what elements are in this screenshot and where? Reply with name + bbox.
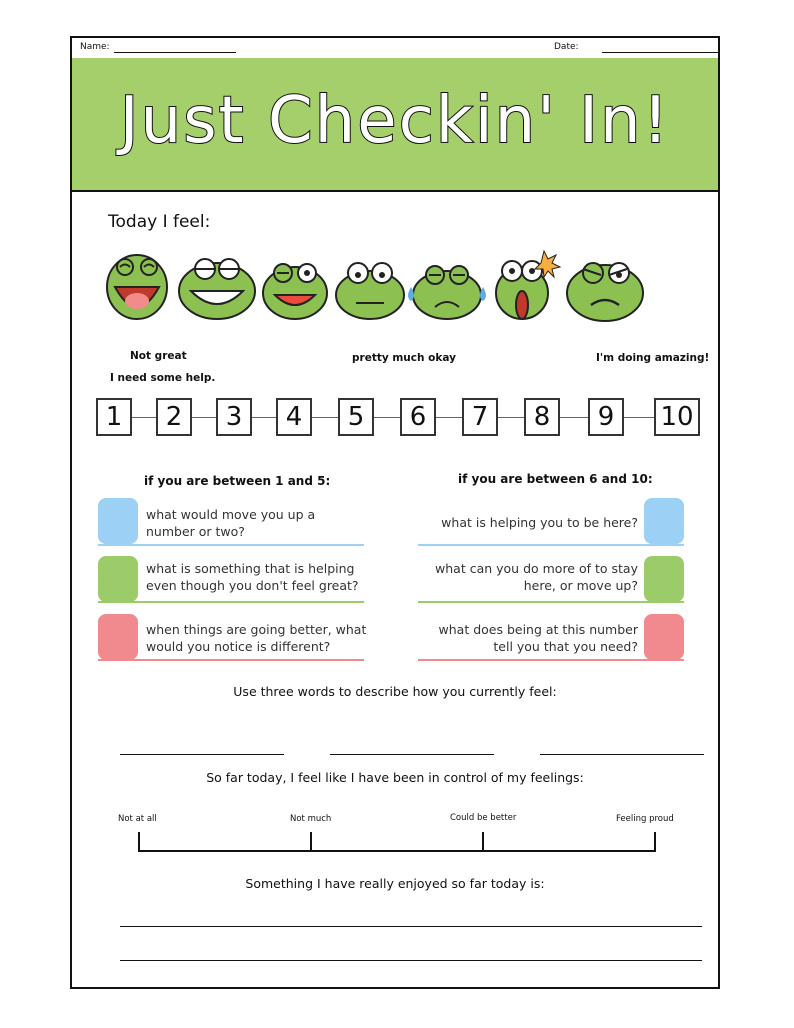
control-scale-label-1: Not at all bbox=[118, 814, 157, 824]
left-answer-line-1[interactable] bbox=[98, 544, 364, 546]
frog-grinning-icon bbox=[179, 259, 255, 319]
name-label: Name: bbox=[80, 42, 110, 52]
number-box-7[interactable]: 7 bbox=[462, 398, 498, 436]
left-answer-line-3[interactable] bbox=[98, 659, 364, 661]
right-section-header: if you are between 6 and 10: bbox=[458, 472, 653, 486]
number-box-6[interactable]: 6 bbox=[400, 398, 436, 436]
frog-ecstatic-icon bbox=[107, 255, 167, 319]
control-scale-label-3: Could be better bbox=[450, 813, 517, 823]
left-answer-line-2[interactable] bbox=[98, 601, 364, 603]
frog-shocked-icon bbox=[496, 251, 560, 319]
page-title: Just Checkin' In! bbox=[119, 84, 671, 158]
number-box-9[interactable]: 9 bbox=[588, 398, 624, 436]
control-tick-3[interactable] bbox=[482, 832, 484, 852]
three-words-prompt: Use three words to describe how you currently feel: bbox=[233, 684, 557, 699]
right-answer-line-2[interactable] bbox=[418, 601, 684, 603]
number-box-10[interactable]: 10 bbox=[654, 398, 700, 436]
control-scale-line bbox=[138, 850, 656, 852]
word-line-2[interactable] bbox=[330, 754, 494, 755]
red-tab-left bbox=[98, 614, 138, 660]
today-label: Today I feel: bbox=[108, 212, 211, 232]
frog-neutral-icon bbox=[336, 263, 404, 319]
left-question-2: what is something that is helping even though you don't feel great? bbox=[146, 561, 359, 593]
label-not-great: Not great bbox=[130, 350, 187, 362]
red-tab-right bbox=[644, 614, 684, 660]
enjoyed-line-2[interactable] bbox=[120, 960, 702, 961]
left-question-1: what would move you up a number or two? bbox=[146, 507, 316, 539]
left-question-3: when things are going better, what would you notice is different? bbox=[146, 622, 367, 654]
blue-tab-right bbox=[644, 498, 684, 544]
date-label: Date: bbox=[554, 42, 579, 52]
frog-angry-icon bbox=[567, 263, 643, 321]
control-tick-1[interactable] bbox=[138, 832, 140, 852]
number-box-1[interactable]: 1 bbox=[96, 398, 132, 436]
label-pretty-okay: pretty much okay bbox=[352, 352, 456, 364]
number-box-5[interactable]: 5 bbox=[338, 398, 374, 436]
control-tick-2[interactable] bbox=[310, 832, 312, 852]
blue-tab-left bbox=[98, 498, 138, 544]
word-line-3[interactable] bbox=[540, 754, 704, 755]
title-banner bbox=[72, 58, 718, 192]
control-scale-label-4: Feeling proud bbox=[616, 814, 674, 824]
header-bar bbox=[72, 38, 718, 60]
number-box-3[interactable]: 3 bbox=[216, 398, 252, 436]
frog-crying-icon bbox=[408, 266, 486, 319]
name-line[interactable] bbox=[114, 52, 236, 53]
worksheet bbox=[70, 36, 720, 989]
frog-faces bbox=[102, 242, 702, 332]
control-prompt: So far today, I feel like I have been in control of my feelings: bbox=[206, 770, 584, 785]
right-answer-line-3[interactable] bbox=[418, 659, 684, 661]
word-line-1[interactable] bbox=[120, 754, 284, 755]
control-scale-label-2: Not much bbox=[290, 814, 332, 824]
green-tab-left bbox=[98, 556, 138, 602]
left-section-header: if you are between 1 and 5: bbox=[144, 474, 331, 488]
number-box-4[interactable]: 4 bbox=[276, 398, 312, 436]
control-tick-4[interactable] bbox=[654, 832, 656, 852]
number-box-2[interactable]: 2 bbox=[156, 398, 192, 436]
number-box-8[interactable]: 8 bbox=[524, 398, 560, 436]
right-answer-line-1[interactable] bbox=[418, 544, 684, 546]
right-question-2: what can you do more of to stay here, or move up? bbox=[435, 561, 638, 593]
label-doing-amazing: I'm doing amazing! bbox=[596, 352, 710, 364]
frog-happy-icon bbox=[263, 264, 327, 319]
green-tab-right bbox=[644, 556, 684, 602]
date-line[interactable] bbox=[602, 52, 718, 53]
enjoyed-line-1[interactable] bbox=[120, 926, 702, 927]
enjoyed-prompt: Something I have really enjoyed so far today is: bbox=[245, 876, 545, 891]
label-need-help: I need some help. bbox=[110, 372, 216, 384]
right-question-3: what does being at this number tell you that you need? bbox=[438, 622, 638, 654]
right-question-1: what is helping you to be here? bbox=[441, 515, 638, 530]
